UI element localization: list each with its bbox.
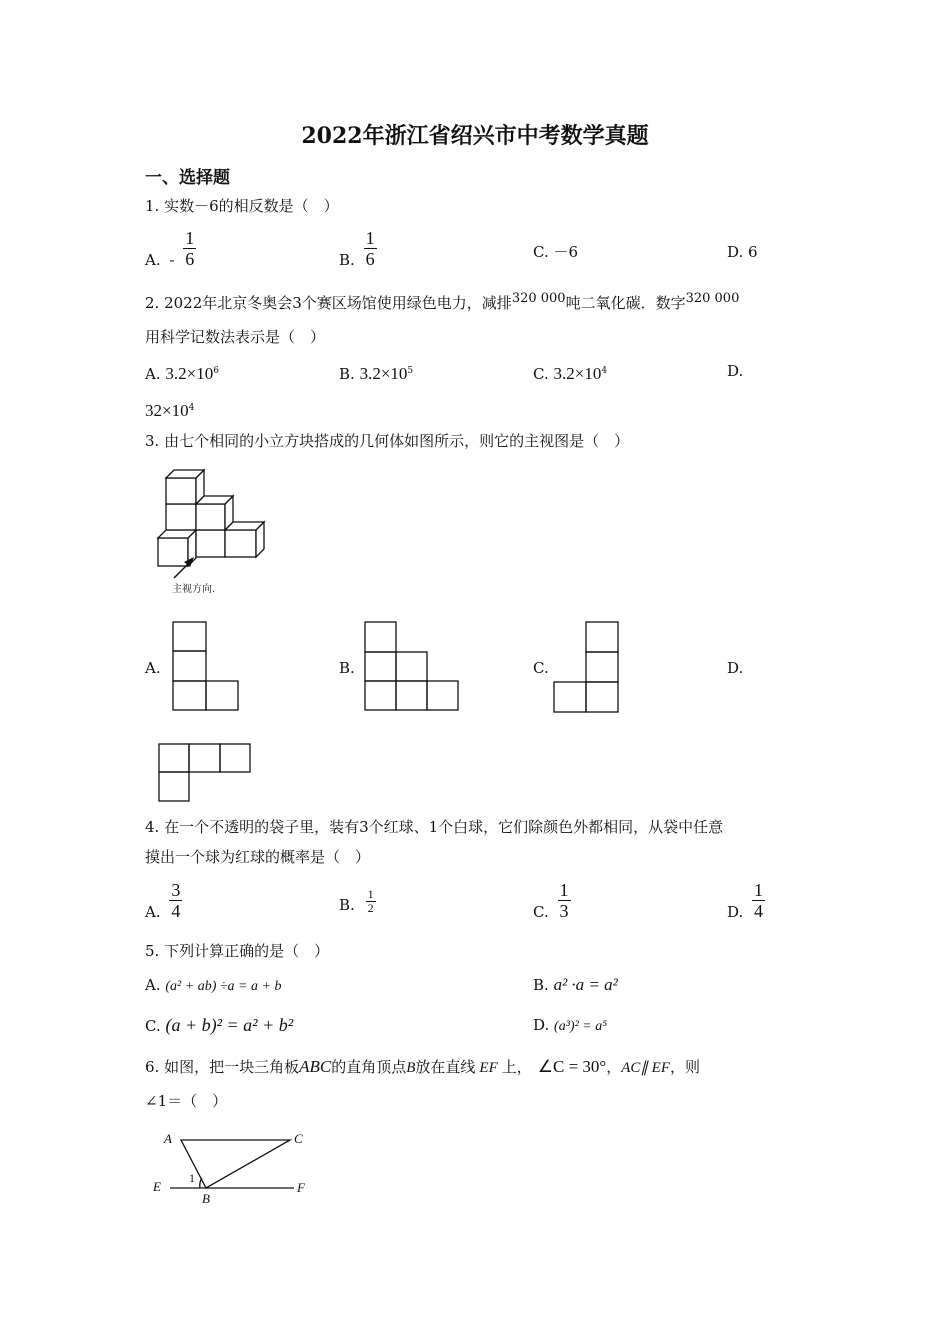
question-4-stem-line2: 摸出一个球为红球的概率是（ ）: [145, 848, 371, 866]
q2-option-a: A. $3.2\times 10^6$: [145, 364, 219, 383]
q3-option-d-label: D.: [727, 659, 744, 677]
question-2-stem: 2. 2022年北京冬奥会3个赛区场馆使用绿色电力，减排320 000吨二氧化碳．数字320 000: [145, 291, 740, 312]
view-direction-caption: 主视方向.: [172, 584, 216, 595]
section-heading: 一、选择题: [145, 168, 230, 188]
q1-option-a: A. - $\frac{1}{6}$: [145, 228, 195, 269]
q3-option-c-label: C.: [533, 659, 549, 677]
question-4-stem: 4. 在一个不透明的袋子里，装有3个红球、1个白球，它们除颜色外都相同，从袋中任意: [145, 818, 724, 836]
q5-option-c: C. (a + b)² = a² + b²: [145, 1015, 294, 1035]
question-5-stem: 5. 下列计算正确的是（ ）: [145, 942, 330, 960]
q1-option-c: C. －6: [533, 243, 579, 261]
page-title: 2022年浙江省绍兴市中考数学真题: [301, 123, 649, 149]
q4-option-c: C. $\frac{1}{3}$: [533, 880, 569, 921]
q5-option-a: A. (a² + ab) ÷a = a + b: [145, 976, 282, 994]
question-3-stem: 3. 由七个相同的小立方块搭成的几何体如图所示，则它的主视图是（ ）: [145, 432, 630, 450]
label-F: F: [297, 1180, 305, 1195]
q5-option-d: D. (a³)² = a⁵: [533, 1016, 608, 1034]
question-6-stem: 6. 如图，把一块三角板ABC的直角顶点B放在直线 EF 上， ∠C = 30°，AC∥ EF，则: [145, 1057, 700, 1076]
q2-option-d-label: D.: [727, 362, 744, 380]
question-2-stem-line2: 用科学记数法表示是（ ）: [145, 328, 326, 346]
q1-option-d: D. 6: [727, 243, 758, 261]
q3-option-b-label: B.: [339, 659, 355, 677]
q2-option-c: C. $3.2\times 10^4$: [533, 364, 608, 383]
question-1-stem: 1. 实数－6的相反数是（ ）: [145, 197, 339, 215]
label-A: A: [164, 1131, 172, 1146]
label-angle-1: 1: [189, 1171, 195, 1185]
label-B: B: [202, 1191, 210, 1206]
q3-option-a-label: A.: [145, 659, 161, 677]
q2-option-d-value: $32\times 10^4$: [145, 401, 195, 420]
q5-option-b: B. a² ·a = a²: [533, 975, 618, 994]
label-E: E: [153, 1179, 161, 1194]
question-6-stem-line2: ∠1＝（ ）: [145, 1092, 228, 1110]
q1-option-b: B. $\frac{1}{6}$: [339, 228, 375, 269]
q4-option-d: D. $\frac{1}{4}$: [727, 880, 764, 921]
q4-option-b: B. $\frac{1}{2}$: [339, 887, 374, 915]
label-C: C: [294, 1131, 303, 1146]
q4-option-a: A. $\frac{3}{4}$: [145, 880, 181, 921]
q2-option-b: B. $3.2\times 10^5$: [339, 364, 414, 383]
